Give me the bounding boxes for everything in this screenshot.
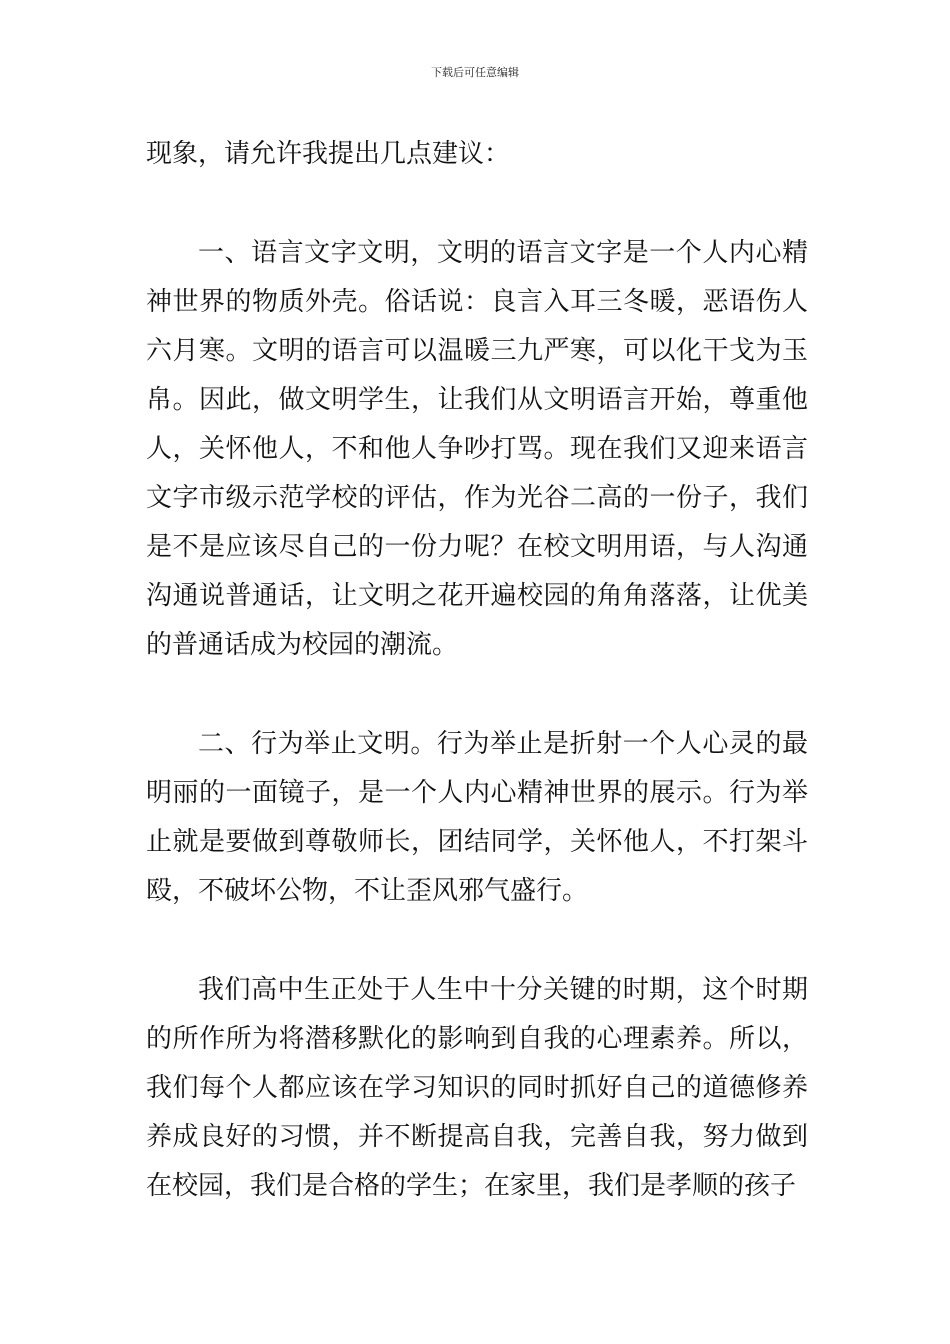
paragraph-gap (146, 916, 808, 966)
paragraph-gap (146, 670, 808, 720)
paragraph-language-civility: 一、语言文字文明，文明的语言文字是一个人内心精神世界的物质外壳。俗话说：良言入耳三冬暖，恶语伤人六月寒。文明的语言可以温暖三九严寒，可以化干戈为玉帛。因此，做文明学生，让我们从文明语言开始，尊重他人，关怀他人，不和他人争吵打骂。现在我们又迎来语言文字市级示范学校的评估，作为光谷二高的一份子，我们是不是应该尽自己的一份力呢？在校文明用语，与人沟通沟通说普通话，让文明之花开遍校园的角角落落，让优美的普通话成为校园的潮流。 (146, 238, 808, 660)
paragraph-behavior-civility: 二、行为举止文明。行为举止是折射一个人心灵的最明丽的一面镜子，是一个人内心精神世界的展示。行为举止就是要做到尊敬师长，团结同学，关怀他人，不打架斗殴，不破坏公物，不让歪风邪气盛行。 (146, 729, 808, 906)
page-header: 下载后可任意编辑 (431, 66, 519, 79)
paragraph-high-school-students: 我们高中生正处于人生中十分关键的时期，这个时期的所作所为将潜移默化的影响到自我的心理素养。所以，我们每个人都应该在学习知识的同时抓好自己的道德修养养成良好的习惯，并不断提高自我，完善自我，努力做到在校园，我们是合格的学生；在家里，我们是孝顺的孩子 (146, 975, 808, 1201)
paragraph-gap (146, 179, 808, 229)
paragraph-intro: 现象，请允许我提出几点建议： (146, 139, 511, 169)
document-body (146, 130, 808, 1211)
